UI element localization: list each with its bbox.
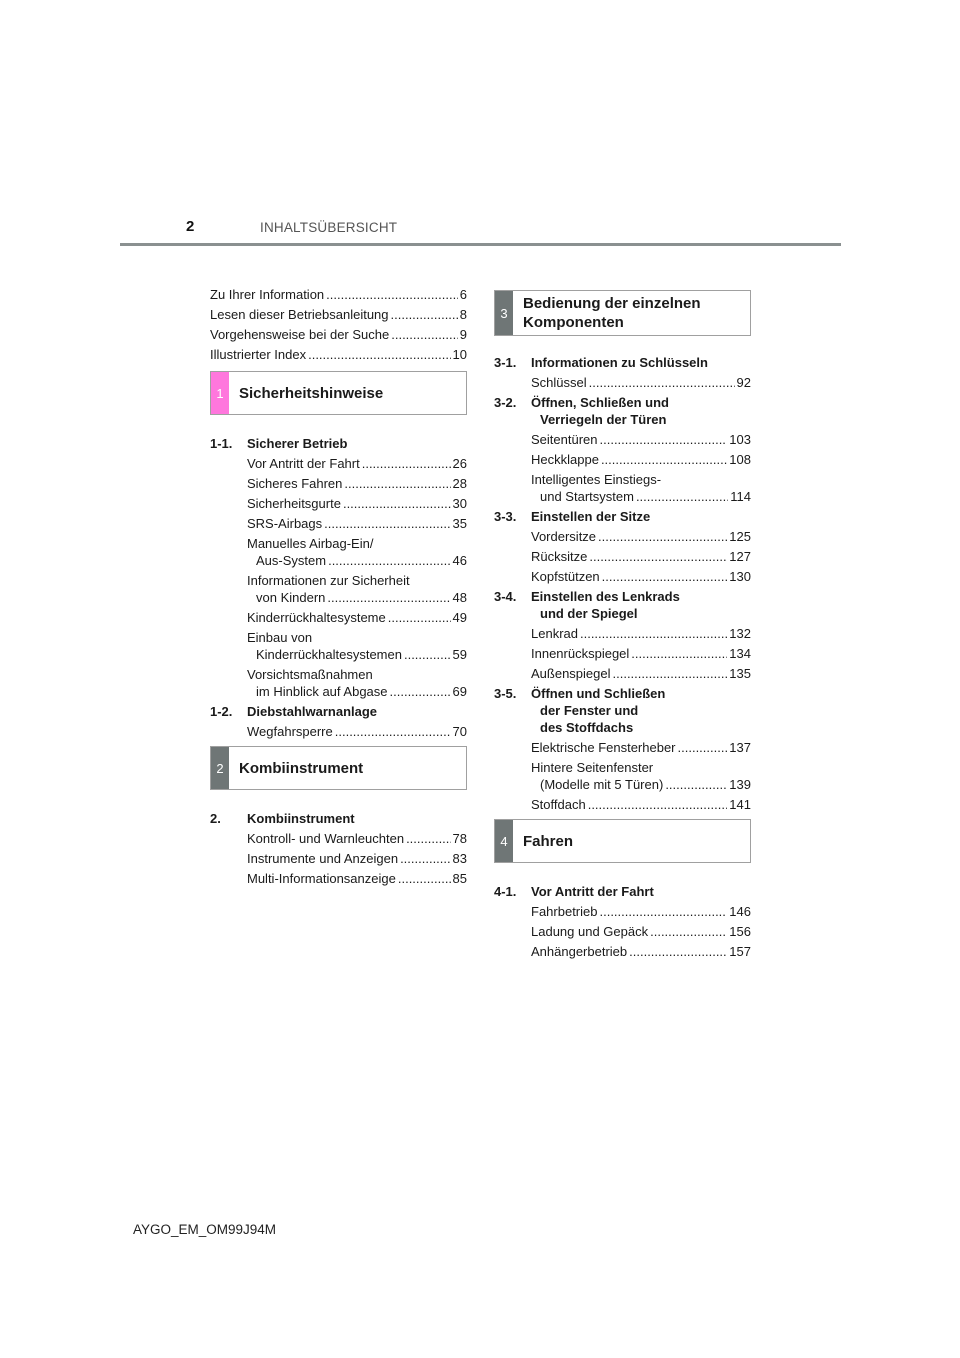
toc-entry[interactable]: Sicheres Fahren ..... 28 [247,475,467,492]
section-3-1 [494,354,751,391]
toc-left-column [210,286,467,890]
toc-entry[interactable]: Lenkrad ..... 132 [531,625,751,642]
chapter-tab: 3 [495,291,513,335]
section-2 [210,810,467,887]
toc-entry[interactable]: Rücksitze ..... 127 [531,548,751,565]
leader-dots [326,286,458,303]
toc-entry[interactable]: Ladung und Gepäck ..... 156 [531,923,751,940]
toc-right-column [494,290,751,963]
section-1-2 [210,703,467,740]
leader-dots [391,306,458,323]
toc-entry[interactable]: Wegfahrsperre ..... 70 [247,723,467,740]
chapter-box-1[interactable] [210,371,467,415]
section-heading[interactable]: 3-4. Einstellen des Lenkrads und der Spiegel [494,589,680,621]
toc-entry[interactable]: SRS-Airbags ..... 35 [247,515,467,532]
toc-entry[interactable]: Lesen dieser Betriebsanleitung ..... 8 [210,306,467,323]
section-heading[interactable]: 1-2. Diebstahlwarnanlage [210,704,378,719]
chapter-title: Bedienung der einzelnen Komponenten [523,295,701,331]
toc-entry[interactable]: Seitentüren ..... 103 [531,431,751,448]
toc-entry[interactable]: Vorsichtsmaßnahmen im Hinblick auf Abgase ..... 69 [247,666,467,700]
chapter-title: Fahren [523,832,574,850]
chapter-tab: 2 [211,747,229,789]
toc-entry[interactable]: Hintere Seitenfenster (Modelle mit 5 Türen) ..... 139 [531,759,751,793]
chapter-box-4[interactable] [494,819,751,863]
toc-entry[interactable]: Außenspiegel ..... 135 [531,665,751,682]
toc-entry[interactable]: Vorgehensweise bei der Suche ..... 9 [210,326,467,343]
toc-entry[interactable]: Vordersitze ..... 125 [531,528,751,545]
toc-entry[interactable]: Sicherheitsgurte ..... 30 [247,495,467,512]
section-heading[interactable]: 3-2. Öffnen, Schließen und Verriegeln der Türen [494,395,669,427]
page-number: 2 [186,218,195,235]
section-heading[interactable]: 4-1. Vor Antritt der Fahrt [494,884,654,899]
toc-entry[interactable]: Instrumente und Anzeigen ..... 83 [247,850,467,867]
header-rule [120,243,841,246]
toc-entry[interactable]: Kinderrückhaltesysteme ..... 49 [247,609,467,626]
toc-entry[interactable]: Elektrische Fensterheber ..... 137 [531,739,751,756]
toc-entry[interactable]: Manuelles Airbag-Ein/ Aus-System ..... 46 [247,535,467,569]
section-heading[interactable]: 3-3. Einstellen der Sitze [494,509,651,524]
section-heading[interactable]: 1-1. Sicherer Betrieb [210,436,348,451]
header-title: INHALTSÜBERSICHT [260,220,398,235]
section-4-1 [494,883,751,960]
toc-entry[interactable]: Informationen zur Sicherheit von Kindern ..... 48 [247,572,467,606]
toc-entry[interactable]: Intelligentes Einstiegs- und Startsystem ..... 114 [531,471,751,505]
section-heading[interactable]: 3-5. Öffnen und Schließen der Fenster und des Stoffdachs [494,686,666,735]
toc-entry[interactable]: Illustrierter Index ..... 10 [210,346,467,363]
toc-entry[interactable]: Stoffdach ..... 141 [531,796,751,813]
toc-entry[interactable]: Zu Ihrer Information ..... 6 [210,286,467,303]
section-3-5 [494,685,751,813]
chapter-title: Sicherheitshinweise [239,384,384,402]
section-3-4 [494,588,751,682]
section-heading[interactable]: 3-1. Informationen zu Schlüsseln [494,355,708,370]
chapter-tab: 4 [495,820,513,862]
toc-entry[interactable]: Kontroll- und Warnleuchten ..... 78 [247,830,467,847]
section-heading[interactable]: 2. Kombiinstrument [210,811,355,826]
toc-entry[interactable]: Fahrbetrieb ..... 146 [531,903,751,920]
toc-entry[interactable]: Vor Antritt der Fahrt ..... 26 [247,455,467,472]
section-1-1 [210,435,467,700]
leader-dots [391,326,458,343]
toc-entry[interactable]: Kopfstützen ..... 130 [531,568,751,585]
toc-entry[interactable]: Einbau von Kinderrückhaltesystemen ..... 59 [247,629,467,663]
document-code: AYGO_EM_OM99J94M [133,1222,277,1237]
chapter-box-3[interactable] [494,290,751,336]
toc-entry[interactable]: Anhängerbetrieb ..... 157 [531,943,751,960]
toc-entry[interactable]: Heckklappe ..... 108 [531,451,751,468]
section-3-3 [494,508,751,585]
chapter-tab: 1 [211,372,229,414]
chapter-title: Kombiinstrument [239,759,364,777]
toc-entry[interactable]: Schlüssel ..... 92 [531,374,751,391]
chapter-box-2[interactable] [210,746,467,790]
section-3-2 [494,394,751,505]
toc-entry[interactable]: Innenrückspiegel ..... 134 [531,645,751,662]
leader-dots [308,346,450,363]
intro-list [210,286,467,363]
toc-entry[interactable]: Multi-Informationsanzeige ..... 85 [247,870,467,887]
